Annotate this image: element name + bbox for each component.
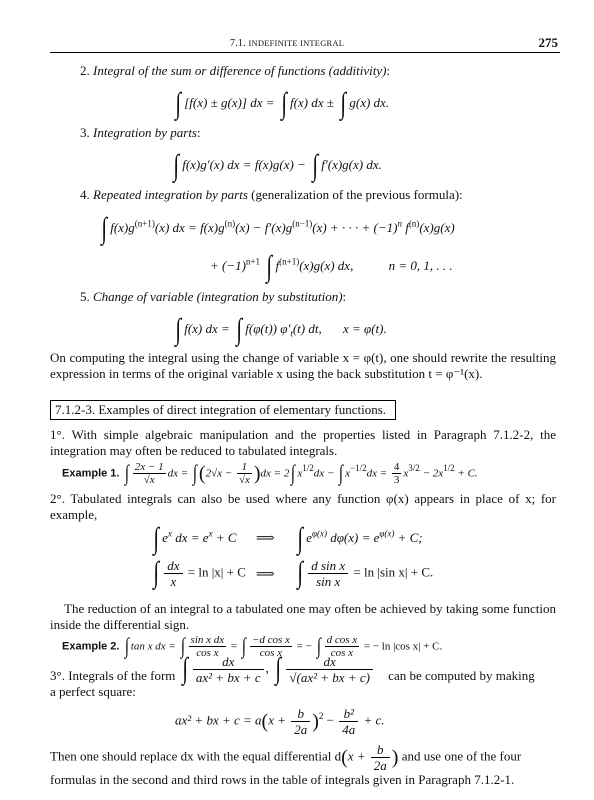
formula-part: dx = (167, 467, 191, 480)
formula-part: (x)g(x) (419, 220, 455, 235)
numerator: −d cos x (251, 634, 290, 646)
formula-part: x (403, 467, 409, 480)
implies-arrow: ⟹ (256, 530, 275, 545)
denominator: 4a (342, 722, 356, 737)
tabulated-row-2 (150, 558, 246, 589)
formula-part: f(x)g′(x) dx = f(x)g(x) − (182, 157, 310, 172)
integral-sign: ∫ (181, 652, 188, 686)
integral-sign: ∫ (236, 313, 243, 346)
fraction (339, 706, 358, 737)
fraction (291, 706, 310, 737)
paragraph-3: The reduction of an integral to a tabulated one may often be achieved by taking some function inside the differential sign. (50, 601, 556, 632)
formula-part: dx = (366, 467, 390, 480)
formula-additivity (172, 89, 389, 119)
formula-part: x (297, 467, 303, 480)
exponent: 2 (318, 711, 324, 722)
formula-part: e (162, 530, 168, 545)
integral-sign: ∫ (192, 460, 198, 486)
formula-repeated-line2: + $(-1)^{n+1}$ ∫ $f^{(n+1)}(x)g(x)$ dx, n = 0, 1, . . . (210, 250, 453, 283)
numerator: sin x dx (190, 634, 225, 646)
paragraph-lead: 3°. Integrals of the form (50, 668, 176, 684)
formula-part: (x) − f′(x)g (235, 220, 293, 235)
integral-sign: ∫ (280, 87, 287, 120)
formula-part: − (323, 712, 338, 728)
item-4 (80, 187, 463, 203)
numerator: b² (339, 706, 358, 722)
paragraph-5-line2: formulas in the second and third rows in the table of integrals given in Paragraph 7.1.2-1. (50, 772, 515, 787)
colon: : (342, 289, 347, 304)
fraction (286, 654, 373, 685)
formula-part: e (306, 530, 312, 545)
paragraph-1: 1°. With simple algebraic manipulation and the properties listed in Paragraph 7.1.2-2, the integration may often be reduced to tabulated integrals. (50, 427, 556, 458)
formula-part: f (405, 220, 409, 235)
numerator: dx (286, 654, 373, 670)
numerator: 4 (393, 460, 400, 473)
formula-part: n = 0, 1, . . . (388, 258, 453, 273)
fraction (193, 654, 264, 685)
formula-part: − 2x (419, 467, 444, 480)
fraction (392, 461, 402, 486)
formula-part: (x) + · · · + (−1) (312, 220, 398, 235)
denominator: 2a (294, 722, 308, 737)
exponent: φ(x) (312, 528, 327, 539)
fraction (133, 461, 166, 486)
denominator: ax² + bx + c (195, 670, 261, 685)
formula-part: 2√x − (205, 467, 235, 480)
formula-part: x = φ(t). (342, 321, 387, 336)
exponent: x (208, 528, 213, 539)
item-5 (80, 289, 346, 305)
integral-sign: ∫ (338, 460, 344, 486)
paragraph-lead: Then one should replace dx with the equal differential d (50, 748, 342, 764)
integral-sign: ∫ (124, 460, 129, 486)
item-title: Integration by parts (93, 125, 197, 140)
exponent: −1/2 (350, 463, 367, 473)
formula-part: = − (293, 640, 315, 653)
formula-part: g(x) dx. (349, 95, 390, 110)
exponent: x (168, 528, 172, 539)
paragraph-4 (50, 654, 560, 685)
formula-part: + C; (394, 530, 423, 545)
denominator: √x (143, 473, 155, 486)
item-title: Change of variable (93, 289, 194, 304)
formula-part: + C. (454, 467, 478, 480)
integral-sign: ∫ (124, 633, 129, 659)
fraction (371, 742, 390, 773)
exponent: 1/2 (443, 463, 455, 473)
formula-part: [f(x) ± g(x)] dx = (184, 95, 278, 110)
formula-part: f(x)g (110, 220, 135, 235)
integral-sign: ∫ (153, 522, 159, 555)
formula-part: (t) dt, (292, 321, 322, 336)
numerator: b (291, 706, 310, 722)
integral-sign: ∫ (266, 250, 273, 283)
tabulated-row-1 (150, 524, 237, 554)
integral-sign: ∫ (291, 460, 296, 486)
formula-part: + C (212, 530, 237, 545)
formula-part: f (275, 258, 280, 273)
formula-part: f′(x)g(x) dx. (321, 157, 382, 172)
section-heading: 7.1.2-3. Examples of direct integration of elementary functions. (55, 402, 387, 417)
formula-part: + (−1) (210, 258, 246, 273)
denominator: cos x (259, 647, 283, 659)
integral-sign: ∫ (275, 652, 282, 686)
denominator: 3 (393, 473, 400, 486)
formula-part: = ln |sin x| + C. (350, 564, 434, 580)
exponent: 3/2 (408, 463, 420, 473)
formula-part: = (228, 640, 240, 653)
integral-sign: ∫ (241, 633, 247, 659)
integral-sign: ∫ (180, 633, 185, 659)
integral-sign: ∫ (316, 633, 321, 659)
fraction (164, 558, 182, 589)
exponent: 1/2 (302, 463, 314, 473)
implies-arrow: ⟹ (256, 566, 275, 581)
denominator: 2a (373, 758, 387, 773)
item-number: 2. (80, 63, 90, 78)
formula-parts (170, 151, 382, 181)
denominator: x (170, 574, 177, 589)
example-1: Example 1. ∫ $\frac{2x - 1}{√x}$ dx = ∫(2√x − $\frac{1}{√x}$ )dx = 2∫ $x^{1/2}dx$ − ∫ $x^{-1/2}dx$ = $\frac{4}{3}$ $x^{3/2} - 2x^{1/2} + C$. (62, 460, 478, 486)
formula-substitution: ∫ f(x) dx = ∫ f(φ(t)) $\varphi'_t(t)$ dt, x = φ(t). (175, 313, 387, 346)
exponent: φ(x) (379, 528, 395, 539)
integral-sign: ∫ (175, 87, 181, 120)
numerator: d sin x (308, 558, 348, 574)
formula-part: (x)g(x) dx, (299, 258, 354, 273)
integral-sign: ∫ (297, 522, 303, 555)
numerator: b (371, 742, 390, 758)
item-3 (80, 125, 201, 141)
formula-part: f(x) dx = (184, 321, 234, 336)
formula-part: = − ln |cos x| + C. (361, 640, 443, 653)
formula-part: x (345, 467, 351, 480)
denominator: √x (238, 473, 250, 486)
item-subtitle: (additivity) (328, 63, 387, 78)
integral-sign: ∫ (340, 87, 347, 120)
section-heading-box (50, 400, 396, 420)
colon: : (386, 63, 391, 78)
item-title: Repeated integration by parts (93, 187, 248, 202)
formula-part: dx = e (172, 530, 209, 545)
integral-sign: ∫ (173, 149, 179, 182)
integral-sign: ∫ (312, 149, 319, 182)
paragraph-4-line2: a perfect square: (50, 684, 136, 699)
formula-part: x + (268, 712, 290, 728)
tabulated-row-1-right (294, 524, 423, 554)
paragraph-tail: can be computed by making (388, 668, 535, 684)
tabulated-row-2-right (294, 558, 433, 589)
item-number: 3. (80, 125, 90, 140)
item-number: 4. (80, 187, 90, 202)
formula-part: = ln |x| + C (184, 564, 246, 580)
denominator: √(ax² + bx + c) (289, 670, 370, 685)
numerator: dx (193, 654, 264, 670)
item-rest: (generalization of the previous formula): (251, 187, 463, 202)
formula-part: dx − (313, 467, 338, 480)
fraction (237, 461, 252, 486)
numerator: 2x − 1 (134, 460, 164, 473)
item-number: 5. (80, 289, 90, 304)
paragraph-tail: and use one of the four (401, 748, 522, 764)
integral-sign: ∫ (297, 556, 303, 590)
item-title: Integral of the sum or difference of functions (93, 63, 326, 78)
formula-part: dφ(x) = e (326, 530, 380, 545)
fraction (308, 558, 348, 589)
numerator: dx (164, 558, 182, 574)
formula-repeated-line1: ∫ $f(x)g^{(n+1)}(x)$ dx = $f(x)g^{(n)}(x) - f'(x)g^{(n-1)}(x)$ + · · · + $(-1)^n$ $f^{(n)}(x)g(x)$ (101, 212, 455, 245)
formula-part: f(x) dx ± (289, 95, 338, 110)
item-subtitle: (integration by substitution) (196, 289, 343, 304)
item-2 (80, 63, 390, 79)
section-title: INDEFINITE INTEGRAL (248, 38, 345, 48)
paragraph-2: 2°. Tabulated integrals can also be used where any function φ(x) appears in place of x; for example, (50, 491, 556, 522)
formula-part: x + (347, 748, 369, 764)
denominator: cos x (196, 647, 219, 659)
formula-part: dx = 2 (260, 467, 290, 480)
numerator: d cos x (326, 634, 358, 646)
page-number: 275 (538, 35, 558, 50)
formula-part: + c. (360, 712, 385, 728)
header-rule (50, 52, 560, 53)
example-label: Example 2. (62, 640, 120, 653)
section-number: 7.1. (230, 38, 246, 49)
running-title (230, 38, 344, 49)
paragraph-back-substitution: On computing the integral using the change of variable x = φ(t), one should rewrite the resulting expression in terms of the original variable x using the back substitution t = φ⁻¹(x). (50, 350, 556, 381)
integral-sign: ∫ (101, 212, 107, 245)
integral-sign: ∫ (153, 556, 159, 590)
formula-part: f(φ(t)) φ′ (245, 321, 291, 336)
integral-sign: ∫ (175, 313, 181, 346)
page-header (0, 35, 594, 53)
colon: : (197, 125, 201, 140)
numerator: 1 (237, 461, 252, 474)
denominator: cos x (330, 647, 353, 659)
perfect-square-formula: ax² + bx + c = a(x + $\frac{b}{2a}$ )$^2$ − $\frac{\text{b²}}{4a}$ + c. (175, 706, 385, 737)
formula-part: ax² + bx + c = a (175, 712, 262, 728)
comma: , (265, 660, 269, 676)
example-label: Example 1. (62, 467, 120, 480)
formula-part: (x) dx = f(x)g (154, 220, 225, 235)
denominator: sin x (316, 574, 341, 589)
formula-part: tan x dx = (130, 640, 179, 653)
paragraph-5: Then one should replace dx with the equal differential d(x + $\frac{b}{2a}$ ) and use one of the four (50, 742, 522, 773)
